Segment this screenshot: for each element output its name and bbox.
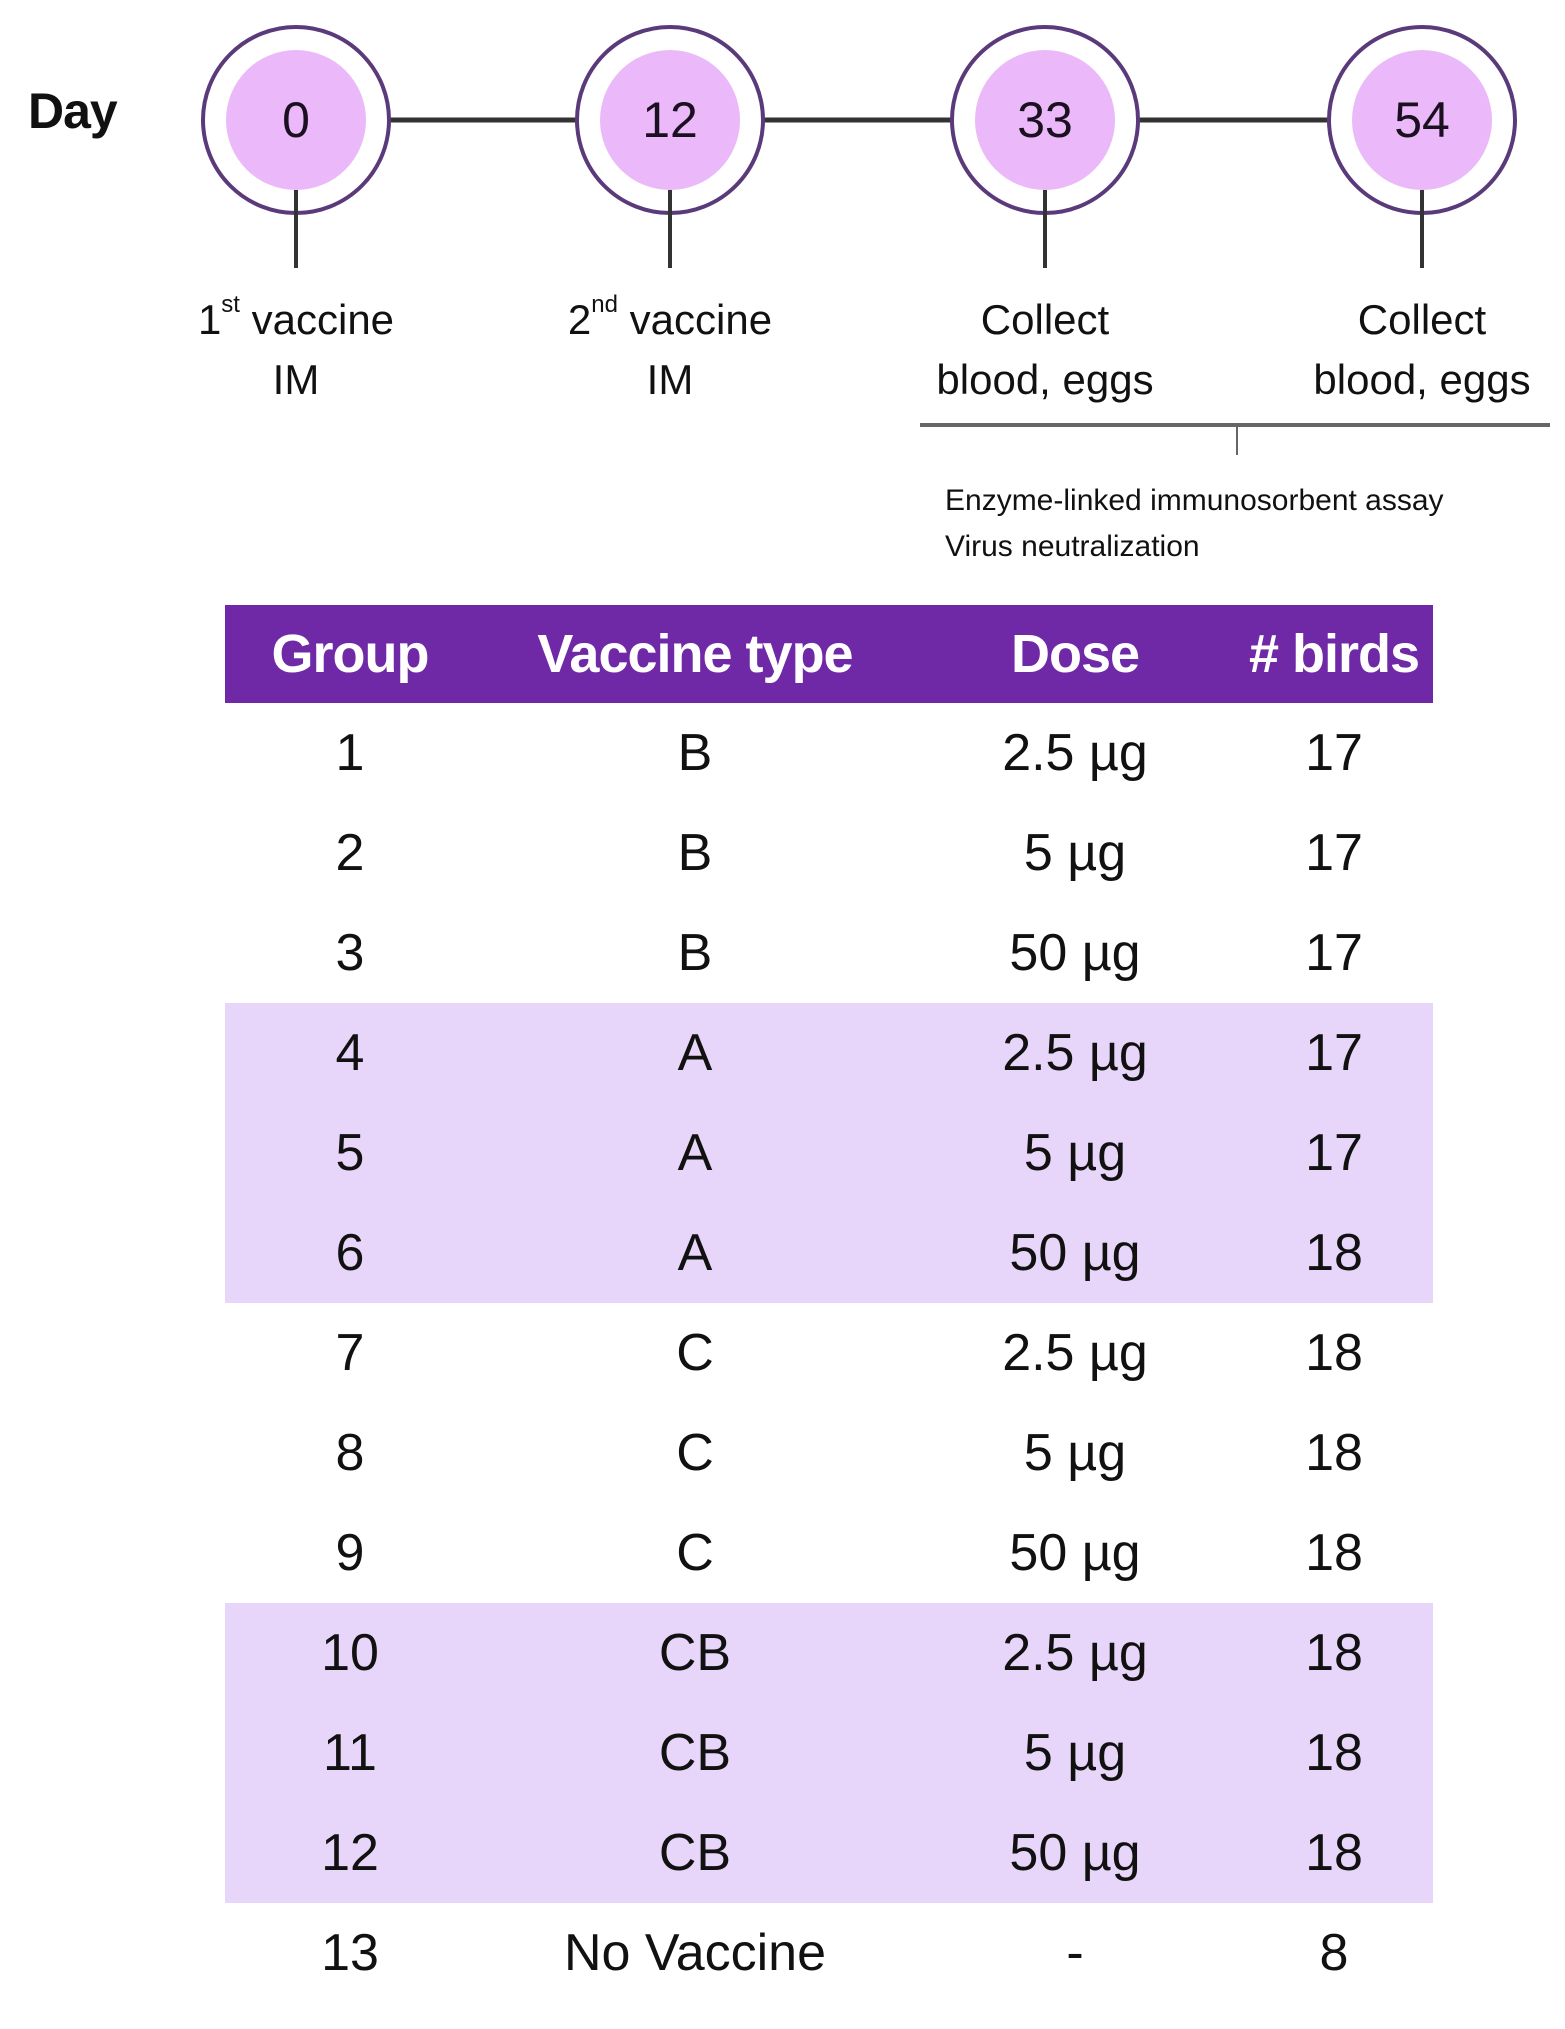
cell-vaccine-type: No Vaccine (563, 1924, 827, 1982)
event-label-second-vaccine: 2nd vaccine IM (567, 291, 773, 403)
cell-birds: 17 (1305, 724, 1363, 782)
cell-vaccine-type: B (677, 724, 713, 782)
assay-bracket (920, 425, 1550, 455)
cell-group: 13 (321, 1924, 379, 1982)
column-header-vaccine-type: Vaccine type (537, 624, 853, 684)
table-row (225, 803, 1433, 903)
cell-vaccine-type: CB (658, 1624, 732, 1682)
cell-vaccine-type: C (676, 1524, 714, 1582)
study-groups-table (225, 605, 1433, 2003)
cell-birds: 18 (1305, 1224, 1363, 1282)
cell-dose: - (1066, 1924, 1084, 1982)
event-label-first-vaccine: 1st vaccine IM (197, 291, 395, 403)
cell-dose: 2.5 µg (1002, 1024, 1148, 1082)
event-label-collect-day-54: Collect blood, eggs (1313, 296, 1531, 403)
event-label-collect-day-33: Collect blood, eggs (936, 296, 1154, 403)
cell-group: 2 (335, 824, 365, 882)
cell-birds: 18 (1305, 1324, 1363, 1382)
table-row (225, 703, 1433, 803)
cell-group: 12 (321, 1824, 379, 1882)
table-row (225, 1303, 1433, 1403)
column-header-birds: # birds (1248, 624, 1420, 684)
cell-dose: 5 µg (1023, 1424, 1127, 1482)
cell-birds: 18 (1305, 1424, 1363, 1482)
cell-vaccine-type: B (677, 824, 713, 882)
table-header (225, 605, 1433, 703)
cell-group: 1 (335, 724, 365, 782)
cell-dose: 50 µg (1009, 1824, 1141, 1882)
cell-vaccine-type: A (677, 1224, 713, 1282)
cell-group: 3 (335, 924, 365, 982)
cell-dose: 50 µg (1009, 1524, 1141, 1582)
cell-group: 10 (321, 1624, 379, 1682)
column-header-group: Group (271, 624, 429, 684)
cell-dose: 2.5 µg (1002, 1324, 1148, 1382)
cell-dose: 50 µg (1009, 1224, 1141, 1282)
table-row (225, 1003, 1433, 1103)
cell-vaccine-type: B (677, 924, 713, 982)
cell-group: 9 (335, 1524, 365, 1582)
column-header-dose: Dose (1010, 624, 1140, 684)
cell-vaccine-type: C (676, 1324, 714, 1382)
cell-vaccine-type: CB (658, 1724, 732, 1782)
cell-birds: 18 (1305, 1824, 1363, 1882)
cell-vaccine-type: CB (658, 1824, 732, 1882)
cell-group: 8 (335, 1424, 365, 1482)
table-body (225, 703, 1433, 2003)
cell-group: 7 (335, 1324, 365, 1382)
cell-birds: 18 (1305, 1524, 1363, 1582)
day-33-value: 33 (1017, 92, 1073, 148)
assay-list (945, 478, 1444, 570)
cell-group: 6 (335, 1224, 365, 1282)
cell-vaccine-type: C (676, 1424, 714, 1482)
cell-birds: 17 (1305, 924, 1363, 982)
table-row (225, 1503, 1433, 1603)
cell-group: 4 (335, 1024, 365, 1082)
table-row (225, 1903, 1433, 2003)
table-row (225, 1103, 1433, 1203)
day-54-value: 54 (1394, 92, 1450, 148)
cell-birds: 18 (1305, 1724, 1363, 1782)
cell-birds: 17 (1305, 1024, 1363, 1082)
table-row (225, 1203, 1433, 1303)
cell-dose: 5 µg (1023, 1124, 1127, 1182)
cell-vaccine-type: A (677, 1124, 713, 1182)
cell-dose: 5 µg (1023, 824, 1127, 882)
cell-birds: 8 (1319, 1924, 1349, 1982)
table-row (225, 1403, 1433, 1503)
day-12-value: 12 (642, 92, 698, 148)
cell-dose: 5 µg (1023, 1724, 1127, 1782)
table-row (225, 1803, 1433, 1903)
cell-birds: 18 (1305, 1624, 1363, 1682)
day-0-value: 0 (282, 92, 310, 148)
cell-group: 5 (335, 1124, 365, 1182)
cell-dose: 2.5 µg (1002, 724, 1148, 782)
assay-virus-neutralization: Virus neutralization (945, 530, 1200, 563)
table-row (225, 1703, 1433, 1803)
table-row (225, 903, 1433, 1003)
cell-dose: 50 µg (1009, 924, 1141, 982)
cell-birds: 17 (1305, 1124, 1363, 1182)
day-axis-label: Day (28, 83, 117, 139)
cell-group: 11 (323, 1724, 377, 1782)
assay-elisa: Enzyme-linked immunosorbent assay (945, 484, 1444, 517)
cell-vaccine-type: A (677, 1024, 713, 1082)
cell-dose: 2.5 µg (1002, 1624, 1148, 1682)
cell-birds: 17 (1305, 824, 1363, 882)
table-row (225, 1603, 1433, 1703)
